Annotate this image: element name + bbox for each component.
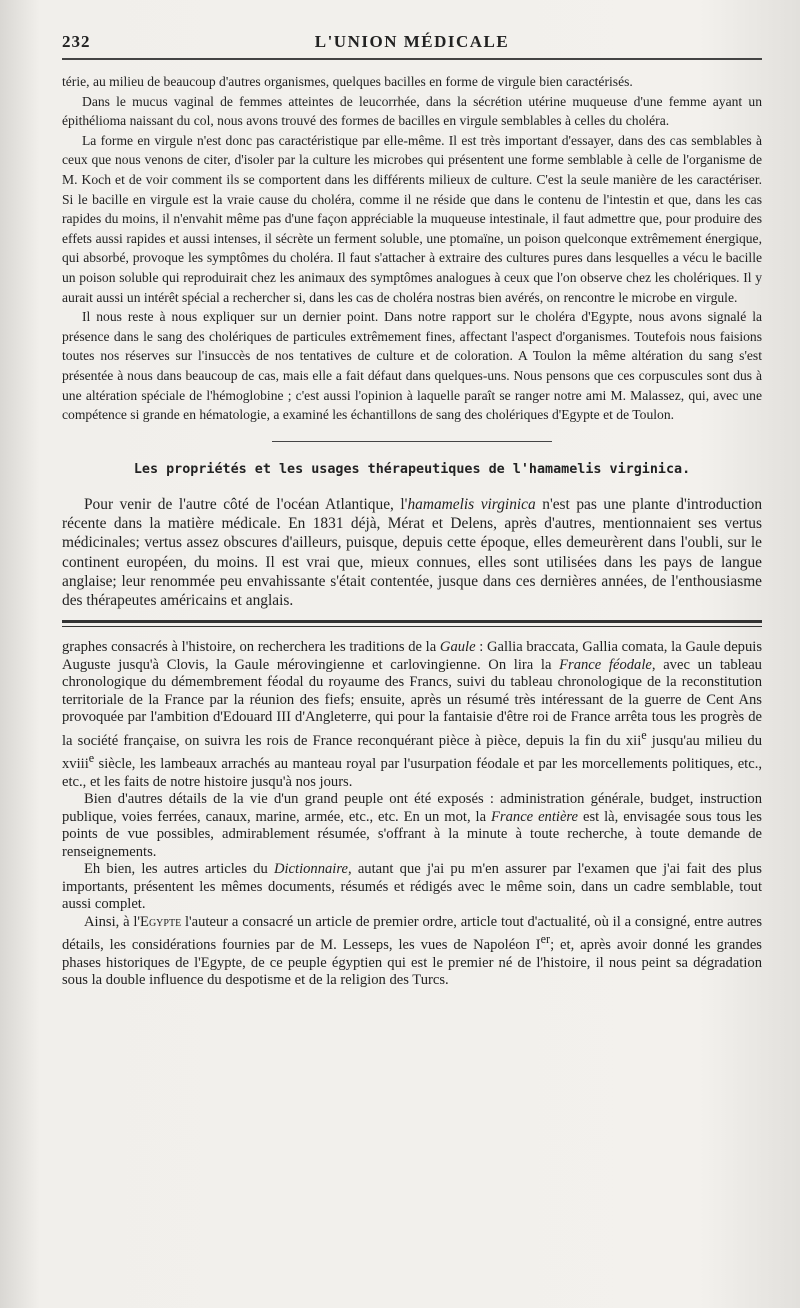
feuilleton-text: , autant que j'ai pu m'en assurer par l'examen que j'ai fait des plus importants, présentent les mêmes documents, résumés et rédigés avec le même soin, dans un cadre semblable, tout aussi complet. [62,861,762,913]
feuilleton-paragraph [62,861,762,914]
section-paragraph [62,495,762,611]
feuilleton-text: jusqu'au milieu du xviii [62,732,762,773]
feuilleton-italic: France féodale [559,656,652,673]
article-paragraph: Dans le mucus vaginal de femmes atteintes de leucorrhée, dans la sécrétion utérine muqueuse d'une femme ayant un épithélioma naissant du col, nous avons trouvé des formes de bacilles en virgule semblables à celles du choléra. [62,93,762,129]
running-head [62,32,762,60]
section-text-1: Pour venir de l'autre côté de l'océan Atlantique, l' [84,495,408,513]
section-text-2: n'est pas une plante d'introduction récente dans la matière médicale. En 1831 déjà, Mérat et Delens, après d'autres, mentionnaient ses vertus médicinales; vertus assez obscures d'ailleurs, puisque, depuis cette époque, elles demeurèrent dans l'oubli, sur le continent européen, du moins. Il est vrai que, mieux connues, elles sont utilisées dans les pays de langue anglaise; leur renommée peu envahissante s'était contentée, jusque dans ces dernières années, de l'enthousiasme des thérapeutes américains et anglais. [62,495,763,610]
section-divider [272,441,552,442]
feuilleton-divider [62,620,762,627]
feuilleton-text: graphes consacrés à l'histoire, on recherchera les traditions de la [62,639,440,656]
section-body [62,495,762,611]
feuilleton-text: Ainsi, à l' [84,913,141,930]
ordinal-suffix: er [540,932,551,947]
journal-title: L'UNION MÉDICALE [314,32,510,51]
plant-name: hamamelis virginica [407,495,536,513]
century-suffix: e [641,727,647,742]
article-paragraph: La forme en virgule n'est donc pas caractéristique par elle-même. Il est très important d'essayer, dans des cas semblables à ceux que nous venons de citer, d'isoler par la culture les microbes qui présentent une forme semblable à celle de l'organisme de M. Koch et de voir comment ils se comportent dans les différents milieux de culture. C'est la seule manière de les caractériser. Si le bacille en virgule est la vraie cause du choléra, comme il ne réside que dans le contenu de l'intestin et que, dans les cas rapides du moins, il n'envahit même pas d'une façon appréciable la muqueuse intestinale, il faut admettre que, pour produire des effets aussi rapides et aussi intenses, il sécrète un ferment soluble, une ptomaïne, un poison quelconque extrêmement énergique, qui absorbé, provoque les symptômes du choléra. Il faut s'attacher à extraire des cultures pures dans lesquelles a vécu le bacille un poison soluble qui reproduirait chez les animaux des symptômes analogues à ceux que l'on observe chez les cholériques. Il y aurait aussi un intérêt spécial a rechercher si, dans les cas de choléra nostras bien avérés, on rencontre le microbe en virgule. [62,132,762,305]
feuilleton [62,639,762,989]
feuilleton-text: siècle, les lambeaux arrachés au manteau royal par l'usurpation féodale et par les morcellements politiques, etc., etc., et les faits de notre histoire jusqu'à nos jours. [62,756,762,790]
feuilleton-smallcaps: Egypte [140,913,182,930]
feuilleton-paragraph [62,791,762,861]
feuilleton-text: Bien d'autres détails de la vie d'un grand peuple ont été exposés : administration générale, budget, instruction publique, voies ferrées, canaux, marine, armée, etc., etc. En un mot, la [62,791,762,825]
article-continued [62,72,762,425]
feuilleton-text: , avec un tableau chronologique du démembrement féodal du royaume des Francs, suivi du tableau chronologique de la reconstitution territoriale de la France par la réunion des fiefs; ensuite, après un résumé très intéressant de la guerre de Cent Ans provoquée par l'ambition d'Edouard III d'Angleterre, qui pour la fantaisie d'être roi de France arrêta tous les progrès de la société française, on suivra les rois de France reconquérant pièce à pièce, depuis la fin du xii [62,656,762,749]
feuilleton-italic: France entière [491,808,579,825]
century-suffix: e [88,751,95,766]
feuilleton-text: : Gallia braccata, Gallia comata, la Gaule depuis Auguste jusqu'à Clovis, la Gaule mérovingienne et carlovingienne. On lira la [62,639,762,673]
feuilleton-italic: Gaule [439,639,476,656]
article-paragraph: Il nous reste à nous expliquer sur un dernier point. Dans notre rapport sur le choléra d'Egypte, nous avons signalé la présence dans le sang des cholériques de particules extrêmement fines, affectant l'aspect d'organismes. Toutefois nous faisions toutes nos réserves sur l'insuccès de nos tentatives de culture et de coloration. A Toulon la même altération du sang s'est présentée à nous dans beaucoup de cas, mais elle a fait défaut dans quelques-uns. Nous pensons que ces corpuscules sont dus à une altération spéciale de l'hémoglobine ; c'est aussi l'opinion à laquelle paraît se ranger notre ami M. Malassez, qui, avec une compétence si grande en hématologie, a examiné les échantillons de sang des cholériques d'Egypte et de Toulon. [62,309,762,423]
feuilleton-italic: Dictionnaire [273,861,348,878]
feuilleton-text: ; et, après avoir donné les grandes phases historiques de l'Egypte, de ce peuple égyptien qui est le premier né de l'histoire, il nous peint sa dégradation sous la double influence du despotisme et de la religion des Turcs. [62,937,762,989]
feuilleton-text: est là, envisagée sous tous les points de vue possibles, admirablement résumée, s'offrant à la minute à toute recherche, à toute demande de renseignements. [62,808,762,860]
article-paragraph: térie, au milieu de beaucoup d'autres organismes, quelques bacilles en forme de virgule bien caractérisés. [62,74,633,89]
feuilleton-text: Eh bien, les autres articles du [84,861,274,878]
feuilleton-text: l'auteur a consacré un article de premier ordre, article tout d'actualité, où il a consigné, entre autres détails, les considérations fournies par de M. Lesseps, les vues de Napoléon I [62,913,762,954]
feuilleton-paragraph [62,914,762,990]
feuilleton-paragraph [62,639,762,791]
page-number: 232 [62,32,91,51]
section-title: Les propriétés et les usages thérapeutiques de l'hamamelis virginica. [133,461,691,477]
